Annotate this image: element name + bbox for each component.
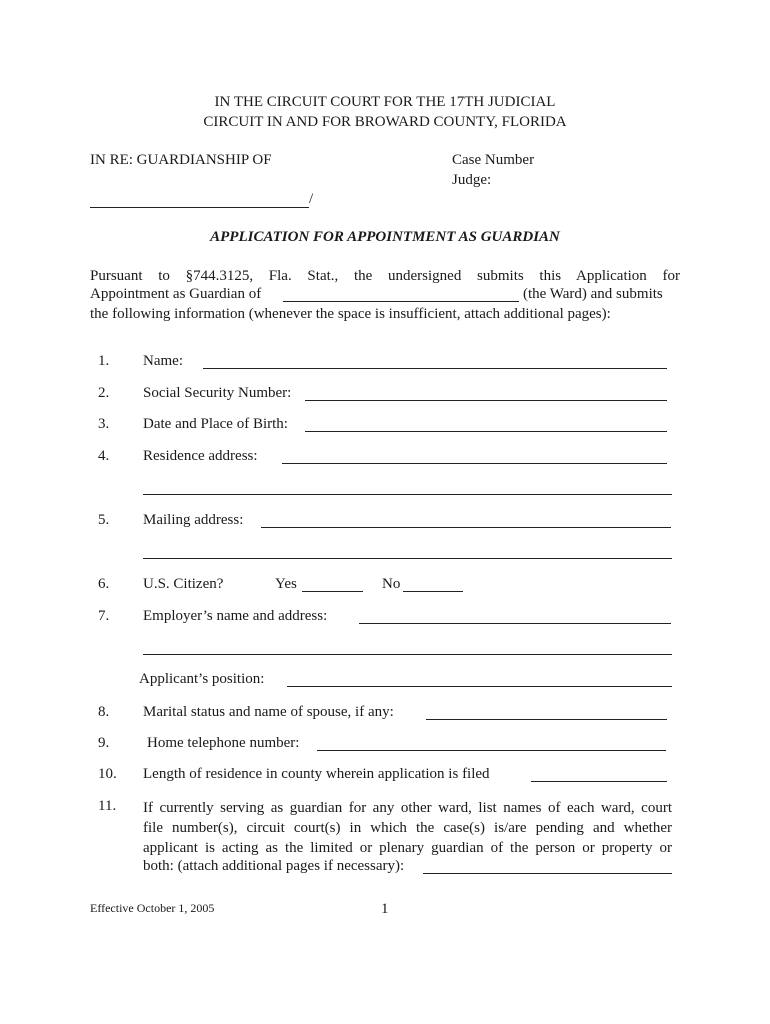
- ssn-label: Social Security Number:: [143, 385, 292, 401]
- residence-length-field[interactable]: [531, 781, 667, 782]
- item-number-10: 10.: [98, 766, 117, 782]
- marital-status-field[interactable]: [426, 719, 667, 720]
- citizen-yes-label: Yes: [275, 576, 297, 592]
- item-number-4: 4.: [98, 448, 110, 464]
- home-phone-label: Home telephone number:: [147, 735, 300, 751]
- page-number: 1: [381, 901, 389, 917]
- intro-line2-b: (the Ward) and submits: [523, 286, 663, 302]
- residence-address-field-line2[interactable]: [143, 494, 672, 495]
- court-heading-line2: CIRCUIT IN AND FOR BROWARD COUNTY, FLORIDA: [203, 114, 567, 130]
- case-number-label: Case Number: [452, 152, 535, 168]
- item-number-5: 5.: [98, 512, 110, 528]
- position-label: Applicant’s position:: [139, 671, 265, 687]
- item-number-6: 6.: [98, 576, 110, 592]
- item-number-3: 3.: [98, 416, 110, 432]
- ssn-field[interactable]: [305, 400, 667, 401]
- name-label: Name:: [143, 353, 183, 369]
- item-number-11: 11.: [98, 798, 117, 814]
- effective-date: Effective October 1, 2005: [90, 901, 215, 915]
- court-heading-line1: IN THE CIRCUIT COURT FOR THE 17TH JUDICIAL: [214, 94, 556, 110]
- birth-field[interactable]: [305, 431, 667, 432]
- name-field[interactable]: [203, 368, 667, 369]
- home-phone-field[interactable]: [317, 750, 666, 751]
- intro-line3: the following information (whenever the space is insufficient, attach additional pages):: [90, 306, 611, 322]
- residence-length-label: Length of residence in county wherein application is filed: [143, 766, 490, 782]
- item-number-7: 7.: [98, 608, 110, 624]
- other-wards-line1: If currently serving as guardian for any other ward, list names of each ward, court: [143, 800, 672, 816]
- other-wards-line3: applicant is acting as the limited or plenary guardian of the person or property or: [143, 840, 672, 856]
- ward-blank[interactable]: [283, 301, 519, 302]
- citizen-no-label: No: [382, 576, 401, 592]
- item-number-2: 2.: [98, 385, 110, 401]
- citizen-yes-field[interactable]: [302, 591, 363, 592]
- mailing-address-label: Mailing address:: [143, 512, 244, 528]
- in-re-label: IN RE: GUARDIANSHIP OF: [90, 152, 272, 168]
- other-wards-line4: both: (attach additional pages if necessary):: [143, 858, 405, 874]
- item-number-1: 1.: [98, 353, 110, 369]
- other-wards-line2: file number(s), circuit court(s) in which the case(s) is/are pending and whether: [143, 820, 672, 836]
- position-field[interactable]: [287, 686, 672, 687]
- mailing-address-field-line2[interactable]: [143, 558, 672, 559]
- item-number-8: 8.: [98, 704, 110, 720]
- intro-line2-a: Appointment as Guardian of: [90, 286, 262, 302]
- citizen-no-field[interactable]: [403, 591, 463, 592]
- item-number-9: 9.: [98, 735, 110, 751]
- judge-label: Judge:: [452, 172, 492, 188]
- intro-line1: Pursuant to §744.3125, Fla. Stat., the undersigned submits this Application for: [90, 268, 680, 284]
- residence-address-label: Residence address:: [143, 448, 258, 464]
- employer-label: Employer’s name and address:: [143, 608, 328, 624]
- other-wards-field[interactable]: [423, 873, 672, 874]
- marital-status-label: Marital status and name of spouse, if any:: [143, 704, 394, 720]
- mailing-address-field[interactable]: [261, 527, 671, 528]
- employer-field-line2[interactable]: [143, 654, 672, 655]
- citizen-label: U.S. Citizen?: [143, 576, 224, 592]
- residence-address-field[interactable]: [282, 463, 667, 464]
- document-title: APPLICATION FOR APPOINTMENT AS GUARDIAN: [210, 229, 560, 245]
- birth-label: Date and Place of Birth:: [143, 416, 288, 432]
- employer-field[interactable]: [359, 623, 671, 624]
- ward-name-blank[interactable]: [90, 207, 309, 208]
- caption-slash: /: [309, 191, 314, 207]
